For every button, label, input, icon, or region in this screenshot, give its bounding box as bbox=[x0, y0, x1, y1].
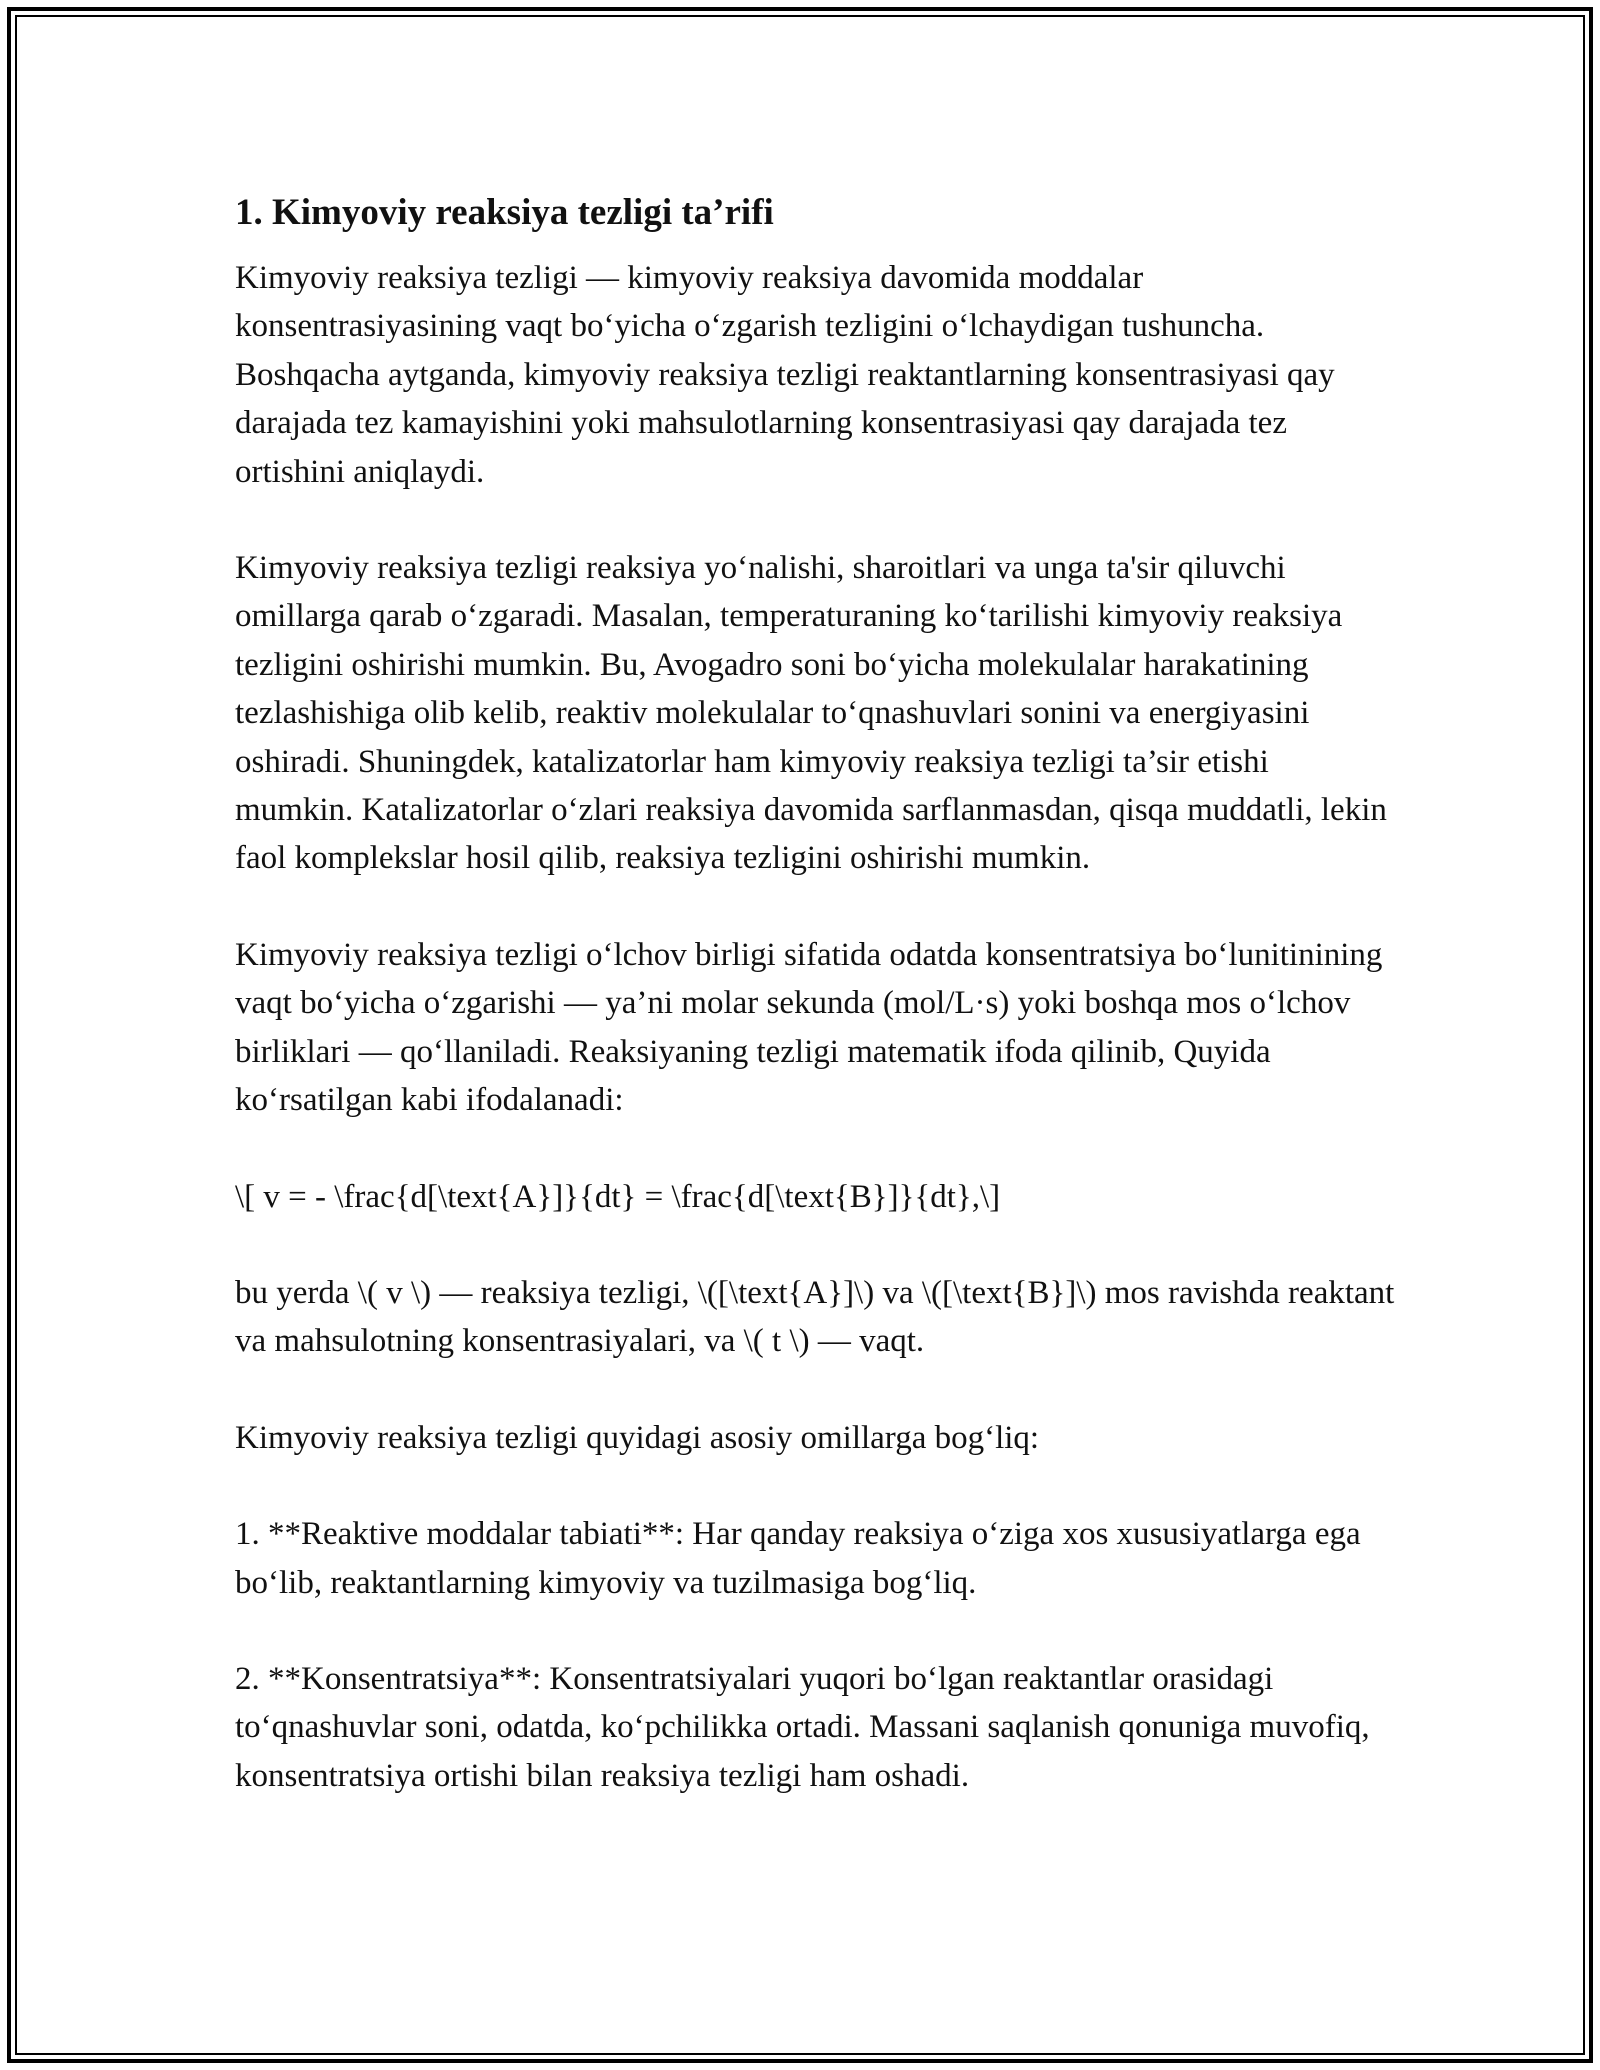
section-heading: 1. Kimyoviy reaksiya tezligi ta’rifi bbox=[235, 192, 774, 233]
spacer bbox=[235, 246, 1395, 254]
paragraph-formula-explanation: bu yerda \( v \) — reaksiya tezligi, \([\text{A}]\) va \([\text{B}]\) mos ravishda reaktant va mahsulotning konsentrasiyalari, va \( t \) — vaqt. bbox=[235, 1274, 1395, 1360]
spacer bbox=[235, 1607, 1395, 1655]
paragraph-definition: Kimyoviy reaksiya tezligi — kimyoviy reaksiya davomida moddalar konsentrasiyasining vaqt boʻyicha oʻzgarish tezligini oʻlchaydigan tushuncha. Boshqacha aytganda, kimyoviy reaksiya tezligi reaktantlarning konsentrasiyasi qay darajada tez kamayishini yoki mahsulotlarning konsentrasiyasi qay darajada tez ortishini aniqlaydi. bbox=[235, 260, 1335, 490]
document-body bbox=[235, 180, 1395, 1800]
paragraph-factors: Kimyoviy reaksiya tezligi reaksiya yoʻnalishi, sharoitlari va unga ta'sir qiluvchi omillarga qarab oʻzgaradi. Masalan, temperaturaning koʻtarilishi kimyoviy reaksiya tezligini oshirishi mumkin. Bu, Avogadro soni boʻyicha molekulalar harakatining tezlashishiga olib kelib, reaktiv molekulalar toʻqnashuvlari sonini va energiyasini oshiradi. Shuningdek, katalizatorlar ham kimyoviy reaksiya tezligi ta’sir etishi mumkin. Katalizatorlar oʻzlari reaksiya davomida sarflanmasdan, qisqa muddatli, lekin faol komplekslar hosil qilib, reaksiya tezligini oshirishi mumkin. bbox=[235, 550, 1387, 877]
spacer bbox=[235, 1125, 1395, 1173]
formula-line: \[ v = - \frac{d[\text{A}]}{dt} = \frac{d[\text{B}]}{dt},\] bbox=[235, 1178, 1001, 1215]
spacer bbox=[235, 1366, 1395, 1414]
spacer bbox=[235, 496, 1395, 544]
list-item-reactant-nature: 1. **Reaktive moddalar tabiati**: Har qanday reaksiya oʻziga xos xususiyatlarga ega boʻlib, reaktantlarning kimyoviy va tuzilmasiga bogʻliq. bbox=[235, 1516, 1361, 1601]
list-item-concentration: 2. **Konsentratsiya**: Konsentratsiyalari yuqori boʻlgan reaktantlar orasidagi toʻqnashuvlar soni, odatda, koʻpchilikka ortadi. Massani saqlanish qonuniga muvofiq, konsentratsiya ortishi bilan reaksiya tezligi ham oshadi. bbox=[235, 1660, 1370, 1794]
paragraph-list-intro: Kimyoviy reaksiya tezligi quyidagi asosiy omillarga bogʻliq: bbox=[235, 1419, 1040, 1456]
spacer bbox=[235, 1221, 1395, 1269]
paragraph-units: Kimyoviy reaksiya tezligi oʻlchov birligi sifatida odatda konsentratsiya boʻlunitinining vaqt boʻyicha oʻzgarishi — ya’ni molar sekunda (mol/L·s) yoki boshqa mos oʻlchov birliklari — qoʻllaniladi. Reaksiyaning tezligi matematik ifoda qilinib, Quyida koʻrsatilgan kabi ifodalanadi: bbox=[235, 936, 1383, 1119]
spacer bbox=[235, 883, 1395, 931]
spacer bbox=[235, 1462, 1395, 1510]
